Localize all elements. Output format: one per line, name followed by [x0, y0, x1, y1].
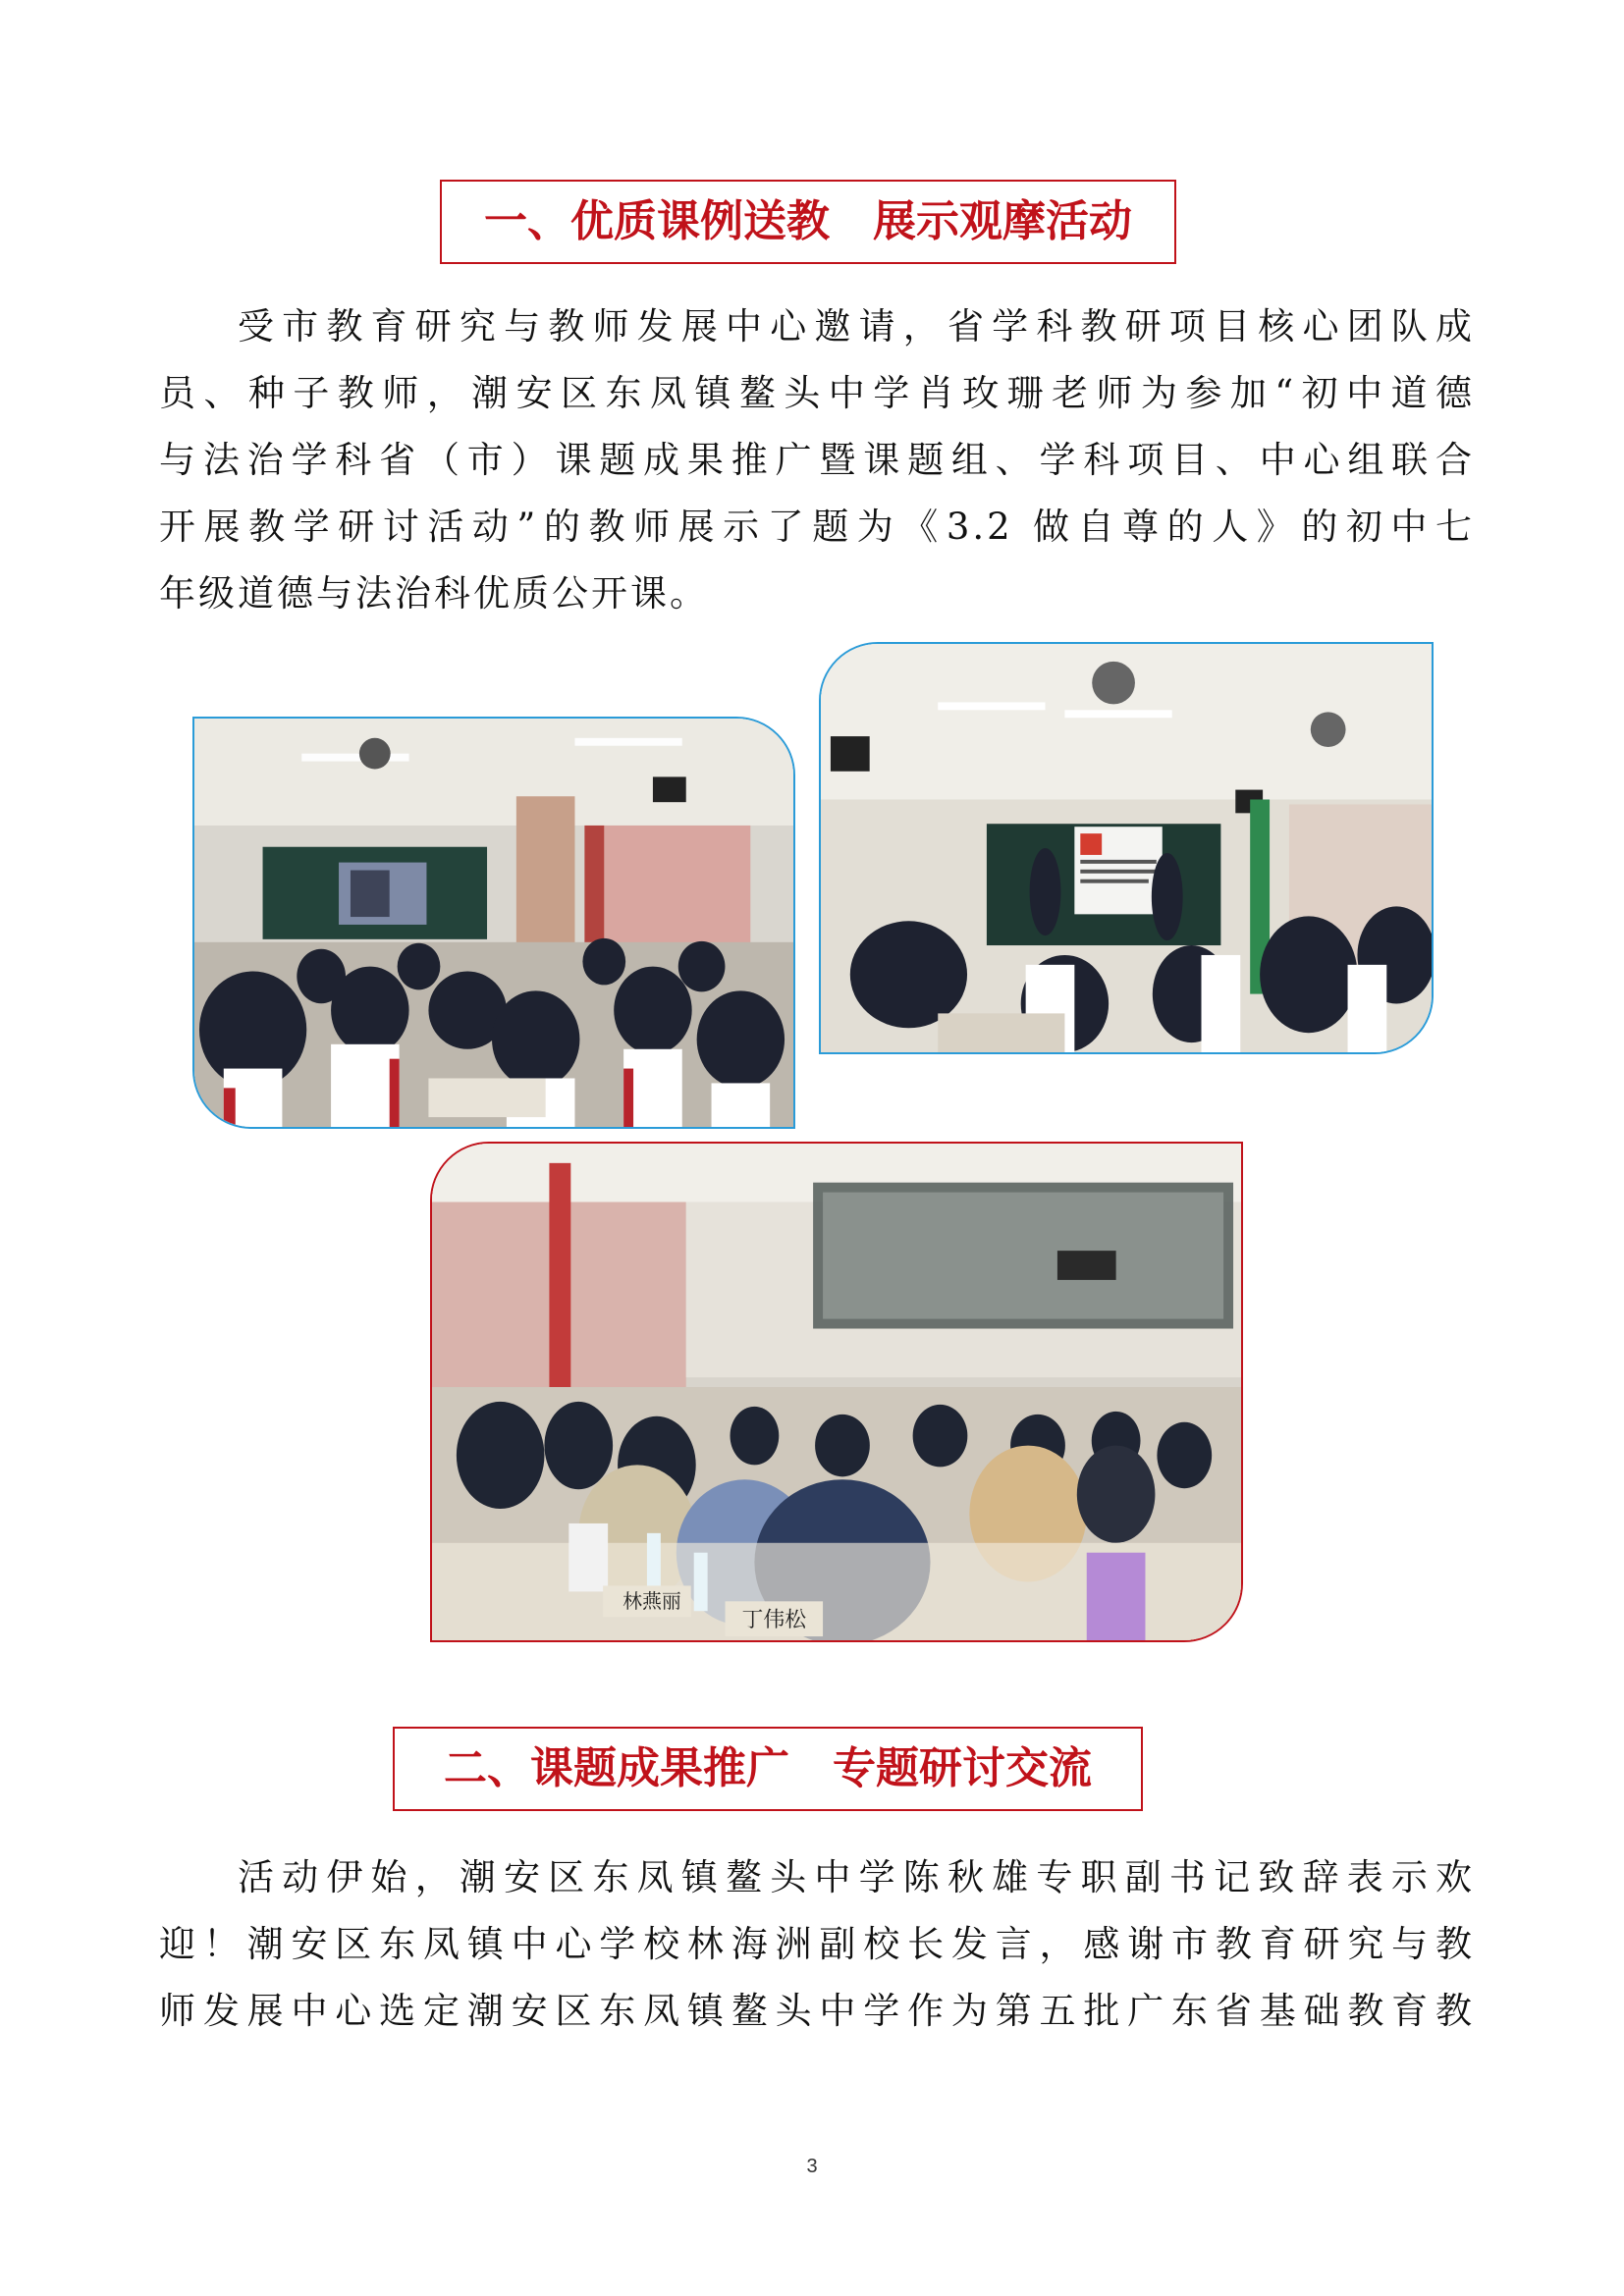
section-2-title: 二、课题成果推广 专题研讨交流 — [393, 1727, 1143, 1811]
section-1-title: 一、优质课例送教 展示观摩活动 — [440, 180, 1176, 264]
teachers-observing-photo — [430, 1142, 1243, 1642]
classroom-photo-1 — [192, 717, 795, 1129]
paragraph-line: 员、种子教师，潮安区东凤镇鳌头中学肖玫珊老师为参加“初中道德 — [159, 372, 1475, 414]
section-1-paragraph — [159, 294, 1475, 627]
name-card-back: 林燕丽 — [623, 1590, 681, 1614]
name-card-front: 丁伟松 — [741, 1608, 807, 1633]
paragraph-line: 年级道德与法治科优质公开课。 — [159, 572, 709, 614]
paragraph-line: 活动伊始，潮安区东凤镇鳌头中学陈秋雄专职副书记致辞表示欢 — [238, 1856, 1475, 1898]
paragraph-line: 与法治学科省（市）课题成果推广暨课题组、学科项目、中心组联合 — [159, 439, 1475, 481]
page-number: 3 — [806, 2156, 818, 2177]
paragraph-line: 开展教学研讨活动”的教师展示了题为《3.2 做自尊的人》的初中七 — [159, 506, 1475, 548]
classroom-photo-2 — [819, 642, 1434, 1054]
paragraph-line: 师发展中心选定潮安区东凤镇鳌头中学作为第五批广东省基础教育教 — [159, 1990, 1475, 2032]
paragraph-line: 迎！潮安区东凤镇中心学校林海洲副校长发言，感谢市教育研究与教 — [159, 1923, 1475, 1965]
paragraph-line: 受市教育研究与教师发展中心邀请，省学科教研项目核心团队成 — [238, 305, 1475, 347]
section-2-paragraph — [159, 1844, 1475, 2045]
